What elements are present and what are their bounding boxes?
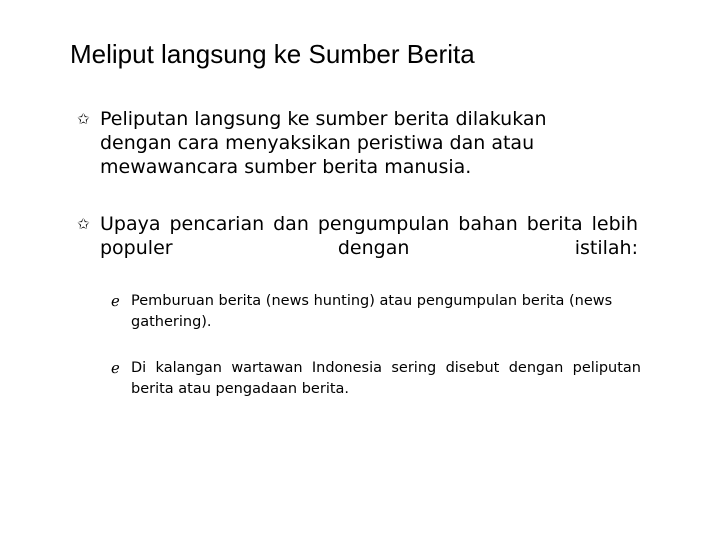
script-e-icon: ℯ xyxy=(111,359,120,377)
bullet-text: Upaya pencarian dan pengumpulan bahan berita lebih populer dengan istilah: xyxy=(100,213,638,259)
star-outline-icon: ✩ xyxy=(77,215,90,233)
sub-bullet-pemburuan xyxy=(111,291,641,333)
sub-bullet-text: Di kalangan wartawan Indonesia sering disebut dengan peliputan berita atau pengadaan berita. xyxy=(131,360,641,397)
slide-title: Meliput langsung ke Sumber Berita xyxy=(70,39,475,69)
star-outline-icon: ✩ xyxy=(77,110,90,128)
sub-bullet-kalangan-wartawan xyxy=(111,358,641,400)
bullet-item-peliputan xyxy=(77,107,610,179)
bullet-text: Peliputan langsung ke sumber berita dilakukan dengan cara menyaksikan peristiwa dan atau mewawancara sumber berita manusia. xyxy=(100,108,547,178)
script-e-icon: ℯ xyxy=(111,292,120,310)
bullet-item-upaya xyxy=(77,212,638,284)
sub-bullet-text: Pemburuan berita (news hunting) atau pengumpulan berita (news gathering). xyxy=(131,293,613,330)
